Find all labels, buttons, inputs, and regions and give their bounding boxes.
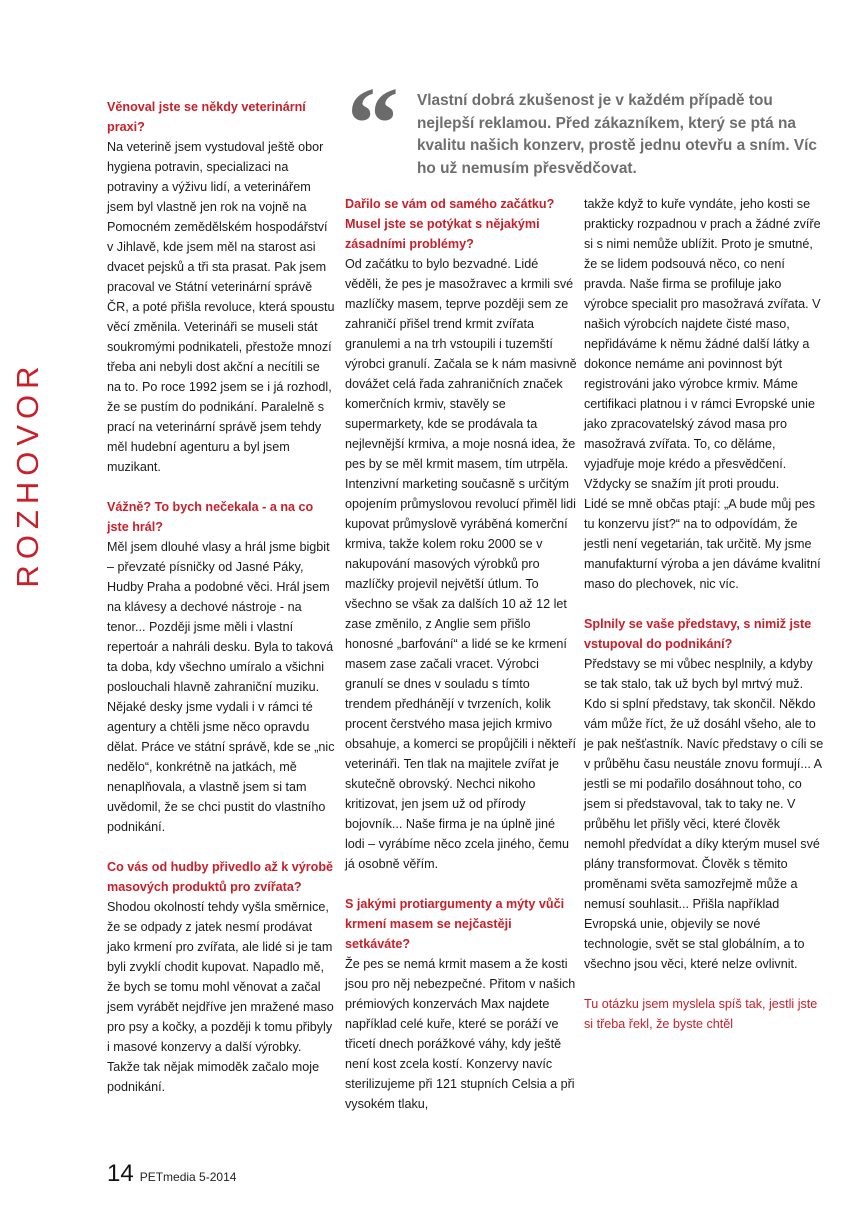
answer-paragraph: Na veterině jsem vystudoval ještě obor hygiena potravin, specializaci na potraviny a výživu lidí, a veterinářem jsem byl vlastně jen rok na vojně na Pomocném zemědělském hospodářství v Jihlavě, kde jsem měl na starost asi dvacet pejsků a tři sta prasat. Pak jsem pracoval ve Státní veterinární správě ČR, a poté přišla revoluce, která spoustu věcí změnila. Veterináři se museli stát soukromými podnikateli, přestože mnozí třeba ani nebyli dost akční a necítili se na to. Po roce 1992 jsem se i já rozhodl, že se pustím do podnikání. Paralelně s prací na veterinární správě jsem tehdy měl hudební agenturu a byl jsem muzikant. — [107, 140, 335, 474]
page-number: 14 — [107, 1160, 134, 1187]
question-heading: Věnoval jste se někdy veterinární praxi? — [107, 100, 306, 134]
question-heading: Vážně? To bych nečekala - a na co jste hrál? — [107, 500, 314, 534]
answer-paragraph: Od začátku to bylo bezvadné. Lidé věděli, že pes je masožravec a krmili své mazlíčky masem, teprve později sem ze zahraničí přišel trend krmit zvířata granulemi a na trh vstoupili i tuzemští výrobci granulí. Začala se k nám masivně dovážet celá řada zahraničních značek komerčních krmiv, stavěly se supermarkety, kde se prodávala ta nejlevnější krmiva, a moje nosná idea, že pes by se měl krmit masem, tím utrpěla. Intenzivní marketing současně s určitým opojením průmyslovou revolucí přiměl lidi kupovat průmyslově vyráběná komerční krmiva, takže kolem roku 2000 se v nakupování masových výrobků pro mazlíčky projevil největší útlum. To všechno se však za dalších 10 až 12 let zase změnilo, z Anglie sem přišlo honosné „barfování“ a lidé se ke krmení masem zase začali vracet. Výrobci granulí se dnes v souladu s tímto trendem předhánějí v tvrzeních, kolik procent čerstvého masa jejich krmivo obsahuje, a komerci se propůjčili i někteří veterináři. Ten tlak na majitele zvířat je skutečně obrovský. Nechci nikoho kritizovat, jen jsem už od přírody bojovník... Naše firma je na úplně jiné lodi – vyrábíme něco zcela jiného, čemu já osobně věřím. — [345, 257, 577, 871]
question-heading: S jakými protiargumenty a mýty vůči krmení masem se nejčastěji setkáváte? — [345, 897, 565, 951]
section-label — [4, 360, 52, 588]
pull-quote-text: Vlastní dobrá zkušenost je v každém případě tou nejlepší reklamou. Před zákazníkem, který se ptá na kvalitu našich konzerv, prostě jednu otevřu a sním. Víc ho už nemusím přesvědčovat. — [417, 92, 817, 177]
magazine-issue: PETmedia 5-2014 — [139, 1170, 237, 1184]
question-heading: Dařilo se vám od samého začátku? Musel jste se potýkat s nějakými zásadními problémy? — [345, 197, 555, 251]
answer-paragraph: Měl jsem dlouhé vlasy a hrál jsme bigbit – převzaté písničky od Jasné Páky, Hudby Praha a podobné věci. Hrál jsem na klávesy a dechové nástroje - na tenor... Později jsme měli i vlastní repertoár a nahráli desku. Byla to taková ta doba, kdy všechno umíralo a všichni poslouchali hlavně zahraniční muziku. Nějaké desky jsme vydali i v rámci té agentury a chtěli jsme něco opravdu dělat. Práce ve státní správě, kde se „nic nedělo“, konkrétně na jatkách, mě nenaplňovala, a vlastně jsem si tam uvědomil, že se chci pustit do vlastního podnikání. — [107, 540, 335, 834]
answer-paragraph: Shodou okolností tehdy vyšla směrnice, že se odpady z jatek nesmí prodávat jako krmení pro zvířata, ale lidé si je tam byli zvyklí chodit kupovat. Napadlo mě, že bych se tomu mohl věnovat a začal jsem vyrábět nejdříve jen mražené maso pro psy a kočky, a později k tomu přibyly i masové konzervy a další výrobky. Takže tak nějak mimoděk začalo moje podnikání. — [107, 900, 334, 1094]
question-heading: Co vás od hudby přivedlo až k výrobě masových produktů pro zvířata? — [107, 860, 334, 894]
answer-paragraph: Že pes se nemá krmit masem a že kosti jsou pro něj nebezpečné. Přitom v našich prémiových konzervách Max najdete například celé kuře, které se poráží ve třicetí dnech porážkové váhy, kdy ještě není kost zcela kostí. Konzervy navíc sterilizujeme při 121 stupních Celsia a při vysokém tlaku, — [345, 957, 576, 1111]
pull-quote — [345, 66, 830, 186]
question-continued: Tu otázku jsem myslela spíš tak, jestli jste si třeba řekl, že byste chtěl — [584, 997, 818, 1031]
column-2 — [345, 194, 577, 1114]
section-label-text: ROZHOVOR — [10, 360, 45, 588]
question-heading: Splnily se vaše představy, s nimiž jste vstupoval do podnikání? — [584, 617, 812, 651]
page-footer — [107, 1160, 236, 1186]
column-1 — [107, 97, 337, 1097]
answer-paragraph: takže když to kuře vyndáte, jeho kosti se prakticky rozpadnou v prach a žádné zvíře si s nimi nemůže ublížit. Proto je smutné, že se lidem podsouvá něco, co není pravda. Naše firma se profiluje jako výrobce specialit pro masožravá zvířata. V našich výrobcích najdete čisté maso, nepřidáváme k němu žádné další látky a dokonce nemáme ani povinnost být registrováni jako výrobce krmiv. Máme certifikaci platnou i v rámci Evropské unie jako zpracovatelský závod masa pro masožravá zvířata. To, co děláme, vyjadřuje moje krédo a přesvědčení. Vždycky se snažím jít proti proudu. — [584, 197, 821, 491]
answer-paragraph: Lidé se mně občas ptají: „A bude můj pes tu konzervu jíst?“ na to odpovídám, že jestli není vegetarián, tak určitě. My jsme manufakturní výroba a jen dáváme kvalitní maso do plechovek, nic víc. — [584, 497, 821, 591]
answer-paragraph: Představy se mi vůbec nesplnily, a kdyby se tak stalo, tak už bych byl mrtvý muž. Kdo si splní představy, tak skončil. Někdo vám může říct, že už dosáhl všeho, ale to je pak nešťastník. Navíc představy o cíli se v průběhu času neustále znovu formují... A jestli se mi podařilo dosáhnout toho, co jsem si představoval, tak to taky ne. V průběhu let přišly věci, které člověk nemohl předvídat a díky kterým musel své plány transformovat. Člověk s těmito proměnami světa samozřejmě může a nemusí souhlasit... Přišla například Evropská unie, objevily se nové technologie, svět se stal globálním, a to všechno jsou věci, které nelze ovlivnit. — [584, 657, 824, 971]
column-3 — [584, 194, 824, 1034]
quote-mark-icon: “ — [347, 66, 399, 181]
